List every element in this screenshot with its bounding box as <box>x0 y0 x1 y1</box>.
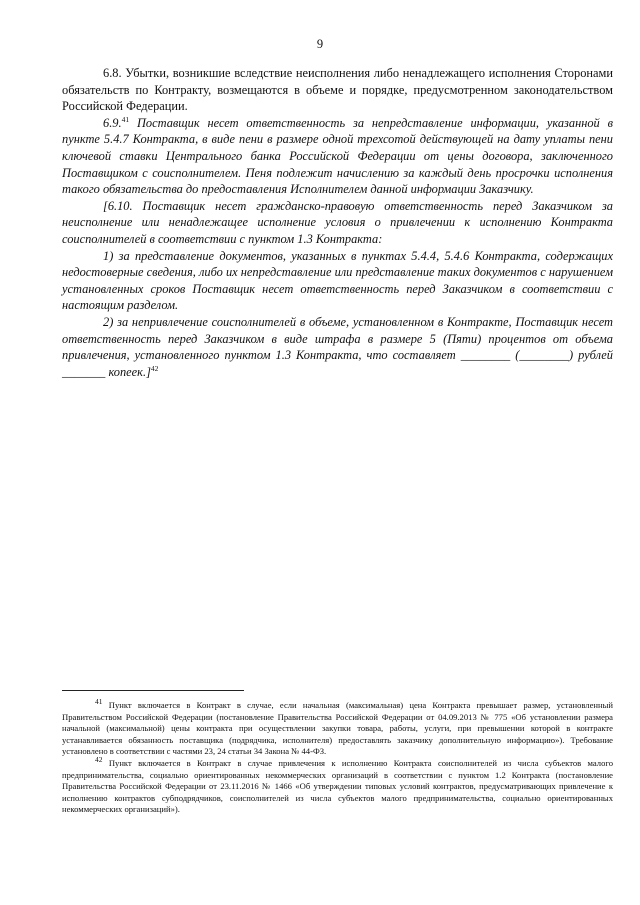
footnote-41-number: 41 <box>95 697 103 707</box>
clause-6-9 <box>62 115 613 198</box>
footnote-separator <box>62 690 244 691</box>
page-number: 9 <box>316 37 324 51</box>
clause-6-10-item-1: 1) за представление документов, указанных в пунктах 5.4.4, 5.4.6 Контракта, содержащих недостоверные сведения, либо их непредставление или представление таких документов с нарушением установленных сроков Поставщик несет ответственность перед Заказчиком в соответствии с настоящим разделом. <box>62 248 613 313</box>
footnote-42-text: Пункт включается в Контракт в случае привлечения к исполнению Контракта соисполнителей из числа субъектов малого предпринимательства, социально ориентированных некоммерческих организаций в соответствии с пунктом 1.2 Контракта (постановление Правительства Российской Федерации от 23.11.2016 № 1466 «Об утверждении типовых условий контрактов, предусматривающих привлечение к исполнению контрактов субподрядчиков, соисполнителей из числа субъектов малого предпринимательства, социально ориентированных некоммерческих организаций»). <box>62 757 613 815</box>
footnote-41 <box>62 697 613 758</box>
clause-6-9-text: Поставщик несет ответственность за непредставление информации, указанной в пункте 5.4.7 Контракта, в виде пени в размере одной трехсотой действующей на дату уплаты пени ключевой ставки Центрального банка Российской Федерации от цены договора, заключенного Поставщиком с соисполнителем. Пеня подлежит начислению за каждый день просрочки исполнения такого обязательства до предоставления Исполнителем данной информации Заказчику. <box>62 115 613 197</box>
contract-body <box>62 65 613 380</box>
footnote-ref-42[interactable]: 42 <box>150 363 159 373</box>
footnote-41-text: Пункт включается в Контракт в случае, если начальная (максимальная) цена Контракта превышает размер, установленный Правительством Российской Федерации (постановление Правительства Российской Федерации от 04.09.2013 № 775 «Об установлении размера начальной (максимальной) цены контракта при осуществлении закупки товара, работы, услуги, при превышении которой в контракте устанавливается обязанность поставщика (подрядчика, исполнителя) предоставлять заказчику дополнительную информацию»). Требование установлено в соответствии с частями 23, 24 статьи 34 Закона № 44-ФЗ. <box>62 700 613 757</box>
footnote-ref-41[interactable]: 41 <box>121 114 130 124</box>
clause-6-10-item-2-text: 2) за непривлечение соисполнителей в объеме, установленном в Контракте, Поставщик несет ответственность перед Заказчиком в виде штрафа в размере 5 (Пяти) процентов от объема привлечения, установленного пунктом 1.3 Контракта, что составляет ________ (________) рублей _______ копеек.] <box>62 314 613 379</box>
clause-6-10: [6.10. Поставщик несет гражданско-правовую ответственность перед Заказчиком за неисполнение или ненадлежащее исполнение условия о привлечении к исполнению Контракта соисполнителей в соответствии с пунктом 1.3 Контракта: <box>62 198 613 246</box>
clause-6-10-item-2 <box>62 314 613 380</box>
footnote-42 <box>62 755 613 816</box>
footnote-42-number: 42 <box>95 755 103 765</box>
clause-6-8: 6.8. Убытки, возникшие вследствие неисполнения либо ненадлежащего исполнения Сторонами обязательств по Контракту, возмещаются в объеме и порядке, предусмотренном законодательством Российской Федерации. <box>62 66 613 114</box>
clause-6-9-number: 6.9. <box>103 115 122 130</box>
footnotes <box>62 697 613 816</box>
